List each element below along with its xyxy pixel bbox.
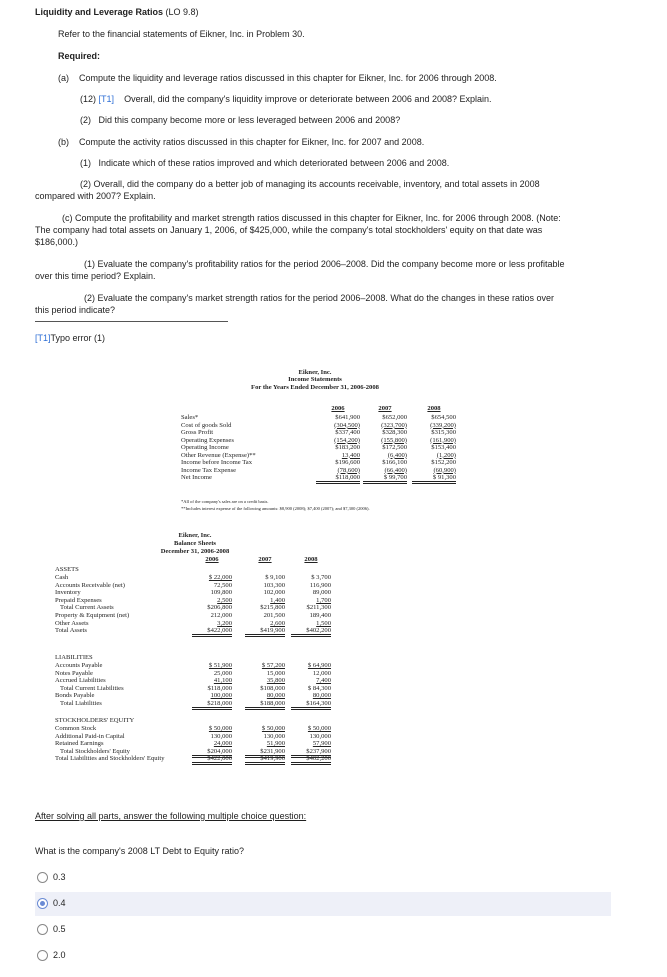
bs-cell: $ 64,900 [307, 662, 331, 669]
part-b [58, 136, 424, 148]
is-cell: (60,900) [433, 466, 456, 474]
is-cell: 13,400 [341, 451, 360, 459]
is-cell: (161,900) [430, 436, 456, 444]
bs-cell: $218,000 [192, 700, 232, 710]
mc-option[interactable] [35, 866, 611, 890]
bs-cell: $231,900 [245, 748, 285, 758]
bs-row-label: Retained Earnings [55, 740, 104, 748]
part-c-line1: (c) Compute the profitability and market strength ratios discussed in this chapter for Eikner, Inc. for 2006 through 2008. (Note: [62, 213, 561, 223]
bs-cell: 130,000 [263, 732, 285, 740]
mc-option[interactable] [35, 892, 611, 916]
part-a1-num: (12) [80, 94, 97, 104]
bs-cell: 130,000 [210, 732, 232, 740]
is-row-label: Sales* [181, 414, 199, 421]
mc-option-label[interactable]: 2.0 [53, 950, 66, 960]
is-cell: (339,200) [430, 421, 456, 429]
is-cell: $172,500 [382, 444, 407, 451]
bs-cell: $402,200 [291, 755, 331, 765]
is-cell: $166,100 [382, 459, 407, 466]
bs-cell: $188,000 [245, 700, 285, 710]
is-cell: $328,300 [382, 429, 407, 436]
footnote [35, 332, 105, 344]
bs-row-label: Accounts Payable [55, 662, 103, 669]
bs-row-label: Notes Payable [55, 669, 93, 677]
part-a2-text: Did this company become more or less leveraged between 2006 and 2008? [98, 115, 401, 125]
bs-cell: 89,000 [312, 589, 331, 597]
title-ref: (LO 9.8) [163, 7, 199, 17]
bs-cell: $237,900 [291, 748, 331, 758]
is-company: Eikner, Inc. [298, 369, 332, 376]
bs-cell: $419,900 [245, 627, 285, 637]
bs-company: Eikner, Inc. [178, 532, 212, 539]
bs-cell: $108,000 [260, 684, 285, 692]
title-bold: Liquidity and Leverage Ratios [35, 7, 164, 17]
bs-cell: $402,200 [291, 627, 331, 637]
bs-row-label: Total Assets [55, 627, 87, 635]
bs-row-label: Bonds Payable [55, 692, 95, 700]
bs-year-header: 2006 [205, 556, 219, 563]
is-note1: *All of the company's sales are on a credit basis. [181, 499, 269, 504]
bs-cell: 3,200 [217, 619, 232, 627]
bs-row-label: Prepaid Expenses [55, 596, 102, 604]
is-row-label: Net Income [181, 474, 212, 481]
bs-cell: $ 22,000 [208, 574, 232, 581]
is-cell: (66,400) [384, 466, 407, 474]
bs-cell: 1,400 [270, 596, 285, 604]
bs-assets-head: ASSETS [55, 566, 79, 573]
mc-option-label[interactable]: 0.5 [53, 924, 66, 934]
part-a-text: Compute the liquidity and leverage ratios discussed in this chapter for Eikner, Inc. for 2006 through 2008. [79, 73, 497, 83]
bs-cell: 15,000 [266, 669, 285, 677]
bs-cell: 2,500 [217, 596, 232, 604]
bs-liab-head: LIABILITIES [55, 654, 93, 661]
bs-cell: 72,500 [213, 581, 232, 589]
bs-cell: 24,000 [213, 740, 232, 748]
bs-cell: $215,800 [260, 604, 285, 612]
mc-heading: After solving all parts, answer the following multiple choice question: [35, 811, 307, 821]
is-cell: (323,700) [381, 421, 407, 429]
bs-cell: $ 50,000 [208, 725, 232, 732]
is-row-label: Other Revenue (Expense)** [181, 451, 256, 459]
bs-cell: 2,600 [270, 619, 285, 627]
bs-cell: 130,000 [309, 732, 331, 740]
mc-question: What is the company's 2008 LT Debt to Equity ratio? [35, 846, 244, 856]
bs-cell: 116,900 [309, 581, 331, 589]
part-c2-line2: this period indicate? [35, 305, 116, 315]
is-cell: $315,300 [431, 429, 456, 436]
bs-period: December 31, 2006-2008 [160, 548, 230, 555]
bs-cell: $164,300 [291, 700, 331, 710]
bs-cell: 103,300 [263, 581, 285, 589]
part-c-line3: $186,000.) [35, 237, 79, 247]
bs-cell: 25,000 [213, 669, 232, 677]
is-row-label: Cost of goods Sold [181, 421, 232, 429]
part-b2-line1: (2) Overall, did the company do a better job of managing its accounts receivable, inventory, and total assets in 2008 [80, 179, 540, 189]
part-b-text: Compute the activity ratios discussed in this chapter for Eikner, Inc. for 2007 and 2008. [79, 137, 425, 147]
is-cell: (1,200) [436, 451, 456, 459]
bs-year-header: 2007 [258, 556, 272, 563]
is-period: For the Years Ended December 31, 2006-2008 [251, 384, 379, 391]
bs-cell: $419,900 [245, 755, 285, 765]
bs-cell: 1,500 [316, 619, 331, 627]
is-year-header: 2006 [331, 405, 345, 412]
part-c-line2: The company had total assets on January 1, 2006, of $425,000, while the company's total stockholders' equity on that date was [35, 225, 543, 235]
part-b1 [80, 157, 449, 169]
is-row-label: Operating Income [181, 444, 229, 451]
bs-equity-head: STOCKHOLDERS' EQUITY [55, 717, 135, 724]
bs-cell: 1,700 [316, 596, 331, 604]
bs-cell: 35,800 [266, 677, 285, 685]
bs-row-label: Total Liabilities and Stockholders' Equity [55, 755, 165, 763]
bs-cell: $118,000 [207, 684, 232, 692]
bs-cell: 51,900 [266, 740, 285, 748]
page-title [35, 6, 199, 18]
bs-cell: 102,000 [263, 589, 285, 597]
bs-cell: $ 50,000 [307, 725, 331, 732]
is-cell: $183,200 [335, 444, 360, 451]
is-row-label: Operating Expenses [181, 436, 234, 444]
part-b2-line2: compared with 2007? Explain. [35, 191, 156, 201]
bs-row-label: Common Stock [55, 725, 97, 732]
required-label: Required: [58, 51, 101, 61]
is-cell: $118,000 [316, 474, 360, 484]
is-cell: $337,400 [335, 429, 360, 436]
bs-cell: 41,100 [213, 677, 232, 685]
bs-year-header: 2008 [304, 556, 318, 563]
bs-cell: 57,900 [312, 740, 331, 748]
bs-row-label: Property & Equipment (net) [55, 612, 130, 619]
part-b1-text: Indicate which of these ratios improved and which deteriorated between 2006 and 2008. [98, 158, 450, 168]
mc-option-label[interactable]: 0.3 [53, 872, 66, 882]
bs-cell: $422,000 [192, 627, 232, 637]
bs-cell: $ 84,300 [307, 684, 331, 692]
is-cell: (304,500) [334, 421, 360, 429]
footnote-divider [35, 321, 228, 322]
bs-cell: $211,300 [306, 604, 331, 612]
part-c2-line1: (2) Evaluate the company's market strength ratios for the period 2006–2008. What do the changes in these ratios over [84, 293, 554, 303]
bs-cell: 80,000 [312, 692, 331, 700]
bs-cell: $ 51,900 [208, 662, 232, 669]
radio-icon[interactable] [37, 924, 48, 935]
is-cell: $ 91,300 [412, 474, 456, 484]
bs-cell: 189,400 [309, 612, 331, 619]
footnote-tag-link[interactable]: [T1] [35, 333, 51, 343]
bs-cell: 212,000 [210, 612, 232, 619]
bs-row-label: Total Stockholders' Equity [60, 747, 130, 755]
bs-row-label: Inventory [55, 589, 81, 597]
bs-row-label: Accrued Liabilities [55, 677, 106, 685]
is-cell: $652,000 [382, 414, 407, 421]
is-row-label: Gross Profit [181, 429, 214, 436]
is-year-header: 2008 [427, 405, 441, 412]
is-row-label: Income before Income Tax [181, 459, 252, 466]
bs-row-label: Cash [55, 574, 69, 581]
bs-cell: 109,800 [210, 589, 232, 597]
bs-cell: $ 9,100 [265, 574, 285, 581]
bs-cell: $ 3,700 [311, 574, 331, 581]
is-year-header: 2007 [378, 405, 392, 412]
part-b1-num: (1) [80, 158, 91, 168]
part-c1-line1: (1) Evaluate the company's profitability ratios for the period 2006–2008. Did the company become more or less profitable [84, 259, 565, 269]
bs-cell: 100,000 [210, 692, 232, 700]
mc-option-label[interactable]: 0.4 [53, 898, 66, 908]
bs-cell: $ 50,000 [261, 725, 285, 732]
part-a1-text: Overall, did the company's liquidity improve or deteriorate between 2006 and 2008? Explain. [124, 94, 492, 104]
is-row-label: Income Tax Expense [181, 466, 237, 474]
radio-selected-icon[interactable] [37, 898, 48, 909]
bs-row-label: Other Assets [55, 619, 89, 627]
bs-cell: $206,800 [207, 604, 232, 612]
is-cell: (154,200) [334, 436, 360, 444]
bs-row-label: Total Liabilities [60, 700, 102, 707]
is-cell: (155,800) [381, 436, 407, 444]
is-cell: (6,400) [387, 451, 407, 459]
bs-cell: $ 57,200 [261, 662, 285, 669]
part-a1 [80, 93, 492, 105]
is-cell: $196,600 [335, 459, 360, 466]
part-b-label: (b) [58, 137, 69, 147]
footnote-text: Typo error (1) [50, 333, 106, 343]
bs-cell: 80,000 [266, 692, 285, 700]
is-cell: $654,500 [431, 414, 456, 421]
bs-row-label: Total Current Liabilities [60, 684, 124, 692]
part-c1-line2: over this time period? Explain. [35, 271, 156, 281]
bs-cell: 12,000 [312, 669, 331, 677]
is-cell: $153,400 [431, 444, 456, 451]
is-cell: (78,600) [337, 466, 360, 474]
part-a [58, 72, 497, 84]
is-title: Income Statements [288, 376, 342, 383]
is-cell: $641,900 [335, 414, 360, 421]
bs-title: Balance Sheets [174, 540, 216, 547]
bs-cell: 201,500 [263, 612, 285, 619]
bs-cell: $204,000 [192, 748, 232, 758]
part-a-label: (a) [58, 73, 69, 83]
is-cell: $152,200 [431, 459, 456, 466]
bs-row-label: Accounts Receivable (net) [55, 581, 125, 589]
part-a2 [80, 114, 400, 126]
typo-tag-link[interactable]: [T1] [98, 94, 115, 104]
bs-cell: $422,000 [192, 755, 232, 765]
is-cell: $ 99,700 [363, 474, 407, 484]
mc-option[interactable] [35, 918, 611, 942]
mc-option[interactable] [35, 944, 611, 968]
part-a2-num: (2) [80, 115, 91, 125]
radio-icon[interactable] [37, 950, 48, 961]
is-note2: **Includes interest expense of the following amounts: $8,900 (2008); $7,400 (2007); and $7,300 (2006). [181, 506, 370, 511]
bs-cell: 7,400 [316, 677, 331, 685]
bs-row-label: Total Current Assets [60, 604, 114, 612]
bs-row-label: Additional Paid-in Capital [55, 732, 125, 740]
radio-icon[interactable] [37, 872, 48, 883]
intro-text: Refer to the financial statements of Eikner, Inc. in Problem 30. [58, 29, 305, 39]
